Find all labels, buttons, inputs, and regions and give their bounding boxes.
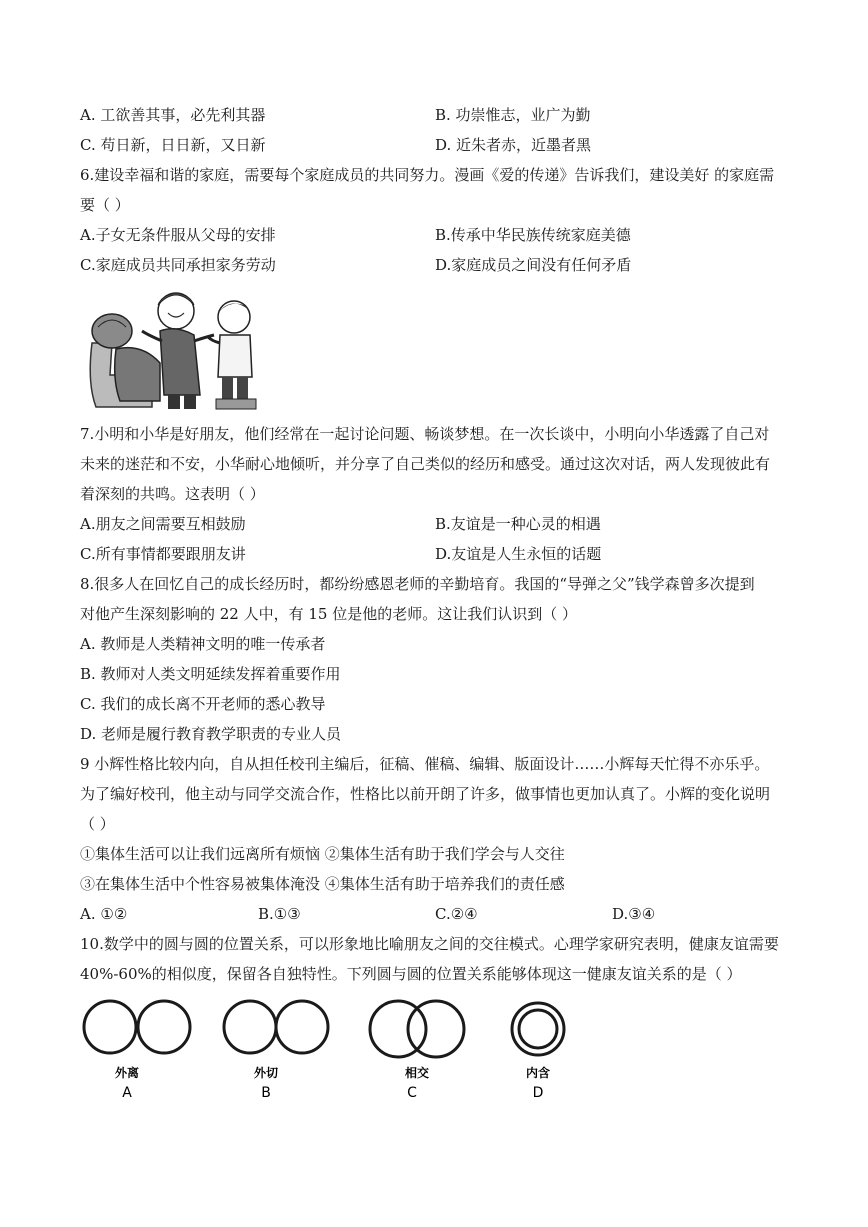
q7-option-a[interactable]: A.朋友之间需要互相鼓励	[80, 515, 246, 533]
q6-option-c[interactable]: C.家庭成员共同承担家务劳动	[80, 256, 276, 274]
circle-relations-figure	[72, 995, 592, 1105]
q8-option-c[interactable]: C. 我们的成长离不开老师的悉心教导	[80, 695, 326, 713]
q5-option-c[interactable]: C. 苟日新，日日新，又日新	[80, 136, 266, 154]
q7-option-d[interactable]: D.友谊是人生永恒的话题	[435, 545, 602, 563]
q10-stem-line2: 40%-60%的相似度，保留各自独特性。下列圆与圆的位置关系能够体现这一健康友谊关系的是（ ）	[80, 965, 742, 983]
figure-c-letter: C	[407, 1085, 417, 1101]
q9-option-c[interactable]: C.②④	[435, 905, 478, 923]
q6-option-d[interactable]: D.家庭成员之间没有任何矛盾	[435, 256, 632, 274]
q6-option-a[interactable]: A.子女无条件服从父母的安排	[80, 226, 276, 244]
q9-option-a[interactable]: A. ①②	[80, 905, 128, 923]
figure-c-caption: 相交	[404, 1066, 430, 1080]
q10-stem-line1: 10.数学中的圆与圆的位置关系，可以形象地比喻朋友之间的交往模式。心理学家研究表明，健康友谊需要	[80, 935, 779, 953]
figure-b-caption: 外切	[253, 1066, 279, 1080]
q5-option-b[interactable]: B. 功崇惟志，业广为勤	[435, 106, 591, 124]
q5-option-d[interactable]: D. 近朱者赤，近墨者黑	[435, 136, 592, 154]
figure-c-intersecting-circles[interactable]	[370, 1001, 464, 1101]
q7-option-c[interactable]: C.所有事情都要跟朋友讲	[80, 545, 246, 563]
q5-option-a[interactable]: A. 工欲善其事，必先利其器	[80, 106, 266, 124]
q9-statement-line2: ③在集体生活中个性容易被集体淹没 ④集体生活有助于培养我们的责任感	[80, 875, 565, 893]
figure-b-tangent-circles[interactable]	[224, 1001, 328, 1101]
love-passing-cartoon	[82, 283, 278, 413]
q9-option-b[interactable]: B.①③	[258, 905, 301, 923]
q8-stem-line2: 对他产生深刻影响的 22 人中，有 15 位是他的老师。这让我们认识到（ ）	[80, 605, 578, 623]
figure-a-separate-circles[interactable]	[84, 1001, 190, 1101]
q6-option-b[interactable]: B.传承中华民族传统家庭美德	[435, 226, 631, 244]
q9-stem-line1: 9 小辉性格比较内向，自从担任校刊主编后，征稿、催稿、编辑、版面设计……小辉每天忙得不亦乐乎。	[80, 755, 770, 773]
q8-option-b[interactable]: B. 教师对人类文明延续发挥着重要作用	[80, 665, 341, 683]
figure-a-caption: 外离	[114, 1066, 140, 1080]
q6-stem-line2: 要（ ）	[80, 196, 130, 214]
figure-a-letter: A	[122, 1085, 132, 1101]
q8-option-d[interactable]: D. 老师是履行教育教学职责的专业人员	[80, 725, 342, 743]
figure-d-letter: D	[532, 1085, 544, 1101]
q9-statement-line1: ①集体生活可以让我们远离所有烦恼 ②集体生活有助于我们学会与人交往	[80, 845, 565, 863]
q8-stem-line1: 8.很多人在回忆自己的成长经历时，都纷纷感恩老师的辛勤培育。我国的“导弹之父”钱学森曾多次提到	[80, 575, 755, 593]
q7-stem-line3: 着深刻的共鸣。这表明（ ）	[80, 485, 265, 503]
figure-b-letter: B	[261, 1085, 271, 1101]
q9-stem-line2: 为了编好校刊，他主动与同学交流合作，性格比以前开朗了许多，做事情也更加认真了。小辉的变化说明	[80, 785, 771, 803]
figure-d-caption: 内含	[525, 1066, 551, 1080]
q7-option-b[interactable]: B.友谊是一种心灵的相遇	[435, 515, 601, 533]
q6-stem-line1: 6.建设幸福和谐的家庭，需要每个家庭成员的共同努力。漫画《爱的传递》告诉我们，建设美好 的家庭需	[80, 166, 775, 184]
q8-option-a[interactable]: A. 教师是人类精神文明的唯一传承者	[80, 635, 326, 653]
q9-option-d[interactable]: D.③④	[612, 905, 656, 923]
q7-stem-line2: 未来的迷茫和不安，小华耐心地倾听，并分享了自己类似的经历和感受。通过这次对话，两人发现彼此有	[80, 455, 771, 473]
figure-d-contained-circles[interactable]	[512, 1003, 564, 1101]
q7-stem-line1: 7.小明和小华是好朋友，他们经常在一起讨论问题、畅谈梦想。在一次长谈中，小明向小华透露了自己对	[80, 425, 770, 443]
q9-stem-line3: （ ）	[80, 815, 115, 833]
